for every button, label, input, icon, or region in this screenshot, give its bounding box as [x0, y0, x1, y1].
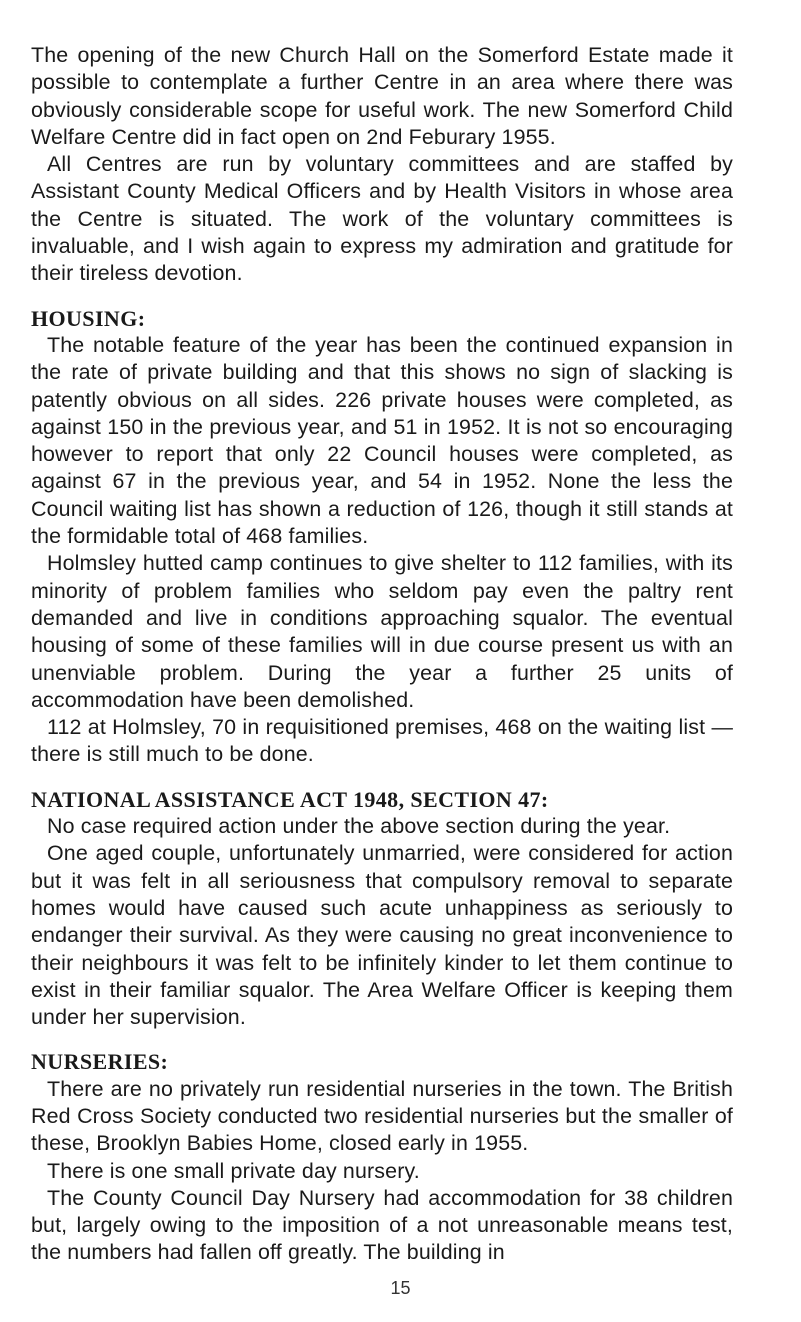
- national-assistance-paragraph-1: No case required action under the above section during the year.: [47, 814, 671, 839]
- section-heading-national-assistance: NATIONAL ASSISTANCE ACT 1948, SECTION 47:: [31, 786, 549, 812]
- page-number: 15: [390, 1278, 411, 1298]
- nurseries-paragraph-2: There is one small private day nursery.: [47, 1158, 420, 1183]
- housing-paragraph-3: 112 at Holmsley, 70 in requisitioned premises, 468 on the waiting list — there is still much to be done.: [31, 715, 733, 767]
- housing-paragraph-2: Holmsley hutted camp continues to give shelter to 112 families, with its minority of problem families who seldom pay even the paltry rent demanded and live in conditions approaching squalor. The eventual housing of some of these families will in due course present us with an unenviable problem. During the year a further 25 units of accommodation have been demolished.: [31, 551, 733, 712]
- section-heading-nurseries: NURSERIES:: [31, 1049, 169, 1075]
- nurseries-paragraph-3: The County Council Day Nursery had accommodation for 38 children but, largely owing to the imposition of a not unreasonable means test, the numbers had fallen off greatly. The building in: [31, 1185, 733, 1265]
- national-assistance-paragraph-2: One aged couple, unfortunately unmarried, were considered for action but it was felt in all seriousness that compulsory removal to separate homes would have caused such acute unhappiness as seriously to endanger their survival. As they were causing no great inconvenience to their neighbours it was felt to be infinitely kinder to let them continue to exist in their familiar squalor. The Area Welfare Officer is keeping them under her supervision.: [31, 841, 733, 1030]
- document-page: [31, 42, 733, 1267]
- intro-paragraph-1: The opening of the new Church Hall on the Somerford Estate made it possible to contemplate a further Centre in an area where there was obviously considerable scope for useful work. The new Somerford Child Welfare Centre did in fact open on 2nd Feburary 1955.: [31, 43, 733, 149]
- housing-paragraph-1: The notable feature of the year has been the continued expansion in the rate of private building and that this shows no sign of slacking is patently obvious on all sides. 226 private houses were completed, as against 150 in the previous year, and 51 in 1952. It is not so encouraging however to report that only 22 Council houses were completed, as against 67 in the previous year, and 54 in 1952. None the less the Council waiting list has shown a reduction of 126, though it still stands at the formidable total of 468 families.: [31, 332, 733, 549]
- nurseries-paragraph-1: There are no privately run residential nurseries in the town. The British Red Cross Society conducted two residential nurseries but the smaller of these, Brooklyn Babies Home, closed early in 1955.: [31, 1076, 733, 1156]
- section-heading-housing: HOUSING:: [31, 305, 146, 331]
- intro-paragraph-2: All Centres are run by voluntary committees and are staffed by Assistant County Medical Officers and by Health Visitors in whose area the Centre is situated. The work of the voluntary committees is invaluable, and I wish again to express my admiration and gratitude for their tireless devotion.: [31, 152, 733, 286]
